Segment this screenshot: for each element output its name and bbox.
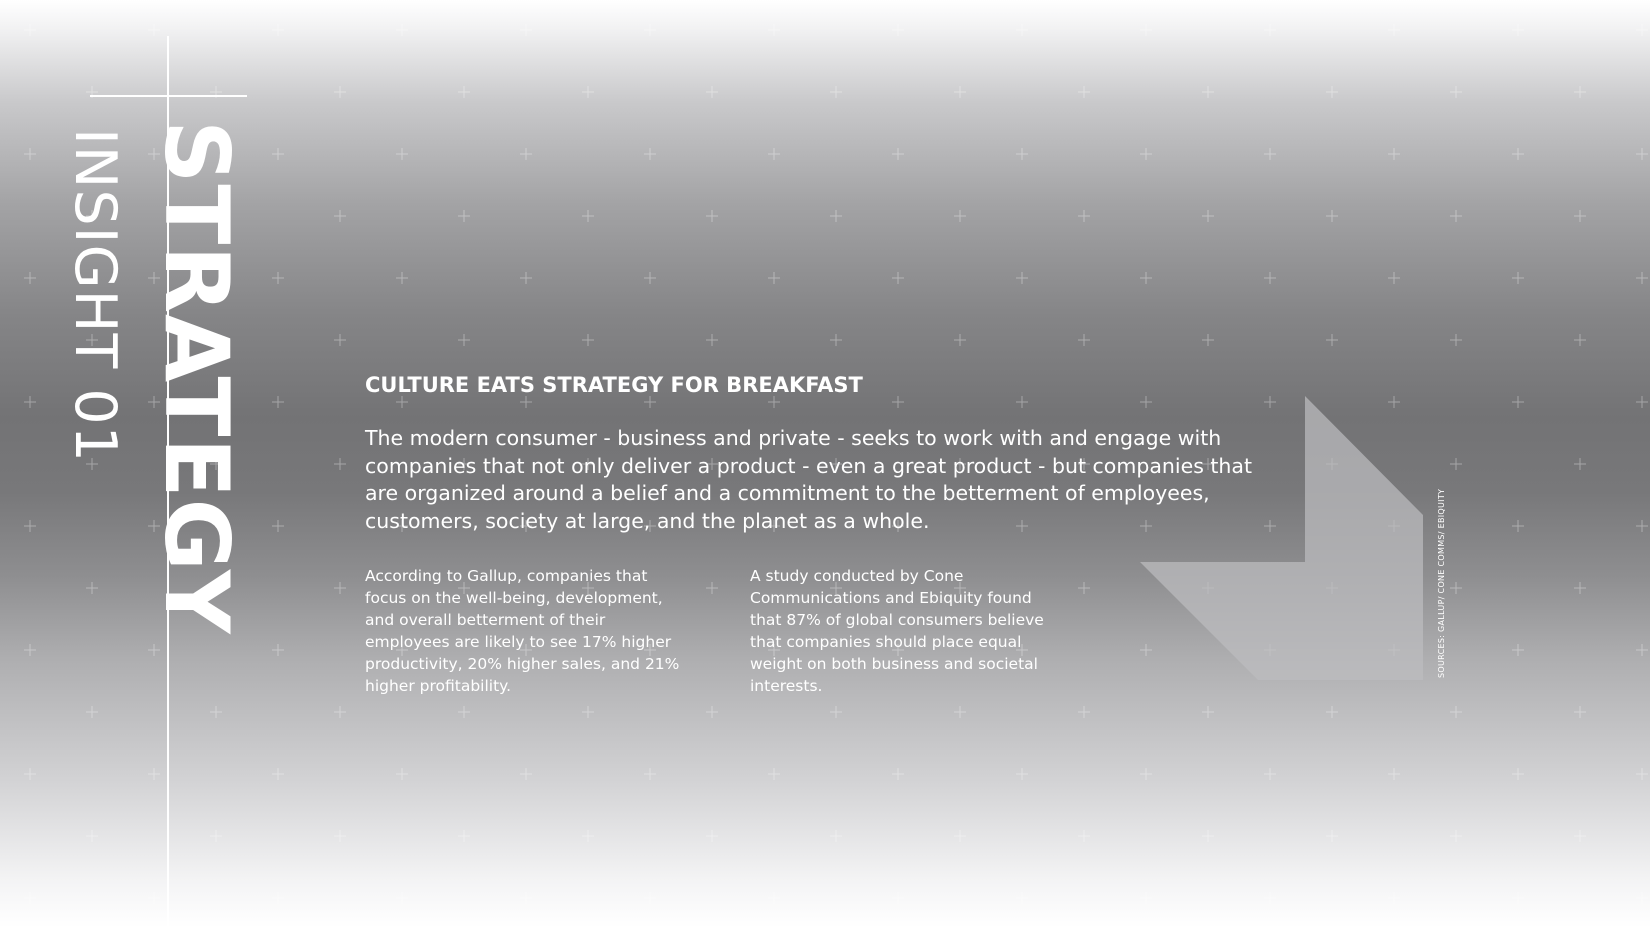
sources-note: SOURCES: GALLUP/ CONE COMMS/ EBIQUITY (1437, 488, 1446, 678)
chevron-shape (1140, 396, 1423, 680)
section-title: INSIGHT 01 (62, 128, 128, 463)
body-column-left: According to Gallup, companies that focus on the well-being, development, and overall betterment of their employees are likely to see 17% higher productivity, 20% higher sales, and 21% higher profitability. (365, 567, 680, 695)
headline: CULTURE EATS STRATEGY FOR BREAKFAST (365, 373, 863, 397)
lead-paragraph: The modern consumer - business and private - seeks to work with and engage with companies that not only deliver a product - even a great product - but companies that are organized around a belief and a commitment to the betterment of employees, customers, society at large, and the planet as a whole. (365, 426, 1253, 533)
category-title: STRATEGY (145, 120, 248, 635)
body-column-right: A study conducted by Cone Communications and Ebiquity found that 87% of global consumers believe that companies should place equal weight on both business and societal interests. (750, 567, 1044, 695)
